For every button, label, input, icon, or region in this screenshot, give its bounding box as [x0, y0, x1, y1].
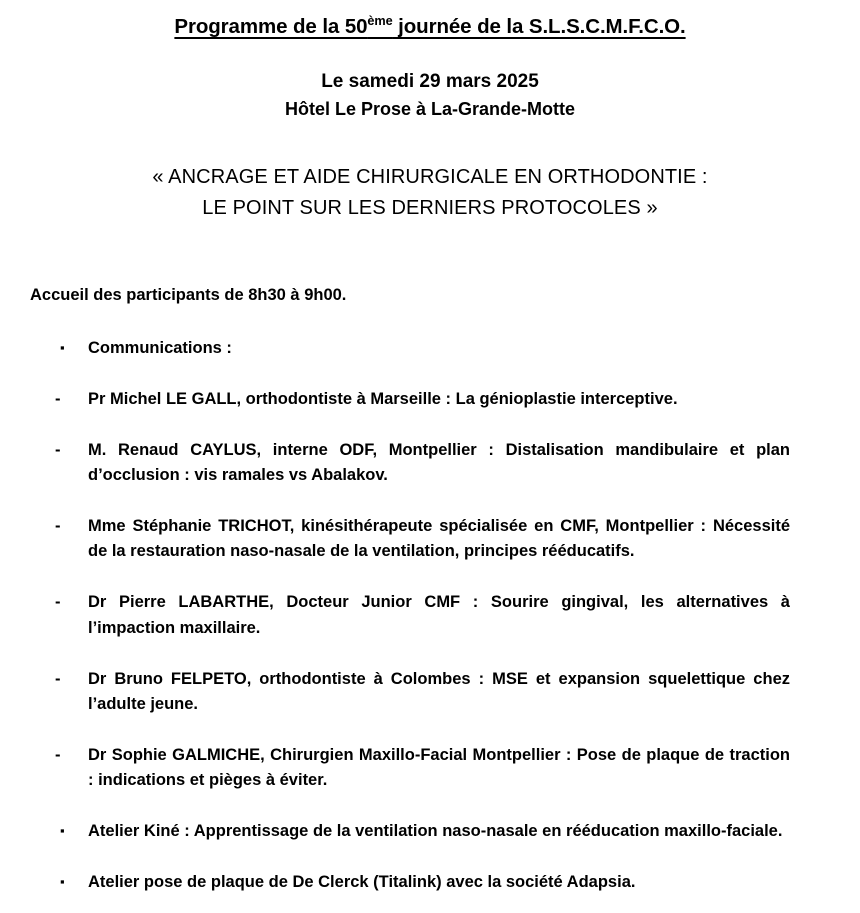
- spacer: [0, 361, 860, 387]
- document-header: [0, 0, 860, 224]
- spacer: [0, 412, 860, 438]
- program-item-text: Mme Stéphanie TRICHOT, kinésithérapeute spécialisée en CMF, Montpellier : Nécessité de la restauration naso-nasale de la ventilation, principes rééducatifs.: [88, 517, 790, 561]
- event-date: Le samedi 29 mars 2025: [321, 70, 539, 92]
- square-bullet-icon: ▪: [60, 822, 65, 838]
- program-item-list: [0, 336, 860, 895]
- spacer: [0, 488, 860, 514]
- program-item: [0, 590, 860, 640]
- dash-bullet-icon: -: [55, 441, 61, 460]
- document-body: [0, 224, 860, 895]
- event-venue: Hôtel Le Prose à La-Grande-Motte: [284, 99, 576, 120]
- square-bullet-icon: ▪: [60, 339, 65, 355]
- program-item: [0, 438, 860, 488]
- welcome-line: Accueil des participants de 8h30 à 9h00.: [30, 285, 347, 304]
- program-item-text: Atelier pose de plaque de De Clerck (Titalink) avec la société Adapsia.: [88, 872, 636, 891]
- dash-bullet-icon: -: [55, 593, 61, 612]
- spacer: [0, 844, 860, 870]
- spacer: [0, 306, 860, 336]
- dash-bullet-icon: -: [55, 517, 61, 536]
- page-title-superscript: ème: [367, 13, 393, 29]
- spacer: [0, 717, 860, 743]
- spacer: [0, 564, 860, 590]
- program-item-text: Dr Pierre LABARTHE, Docteur Junior CMF : Sourire gingival, les alternatives à l’impaction maxillaire.: [88, 593, 790, 637]
- square-bullet-icon: ▪: [60, 873, 65, 889]
- event-theme-line-2: LE POINT SUR LES DERNIERS PROTOCOLES »: [202, 196, 658, 219]
- program-item-text: Pr Michel LE GALL, orthodontiste à Marseille : La génioplastie interceptive.: [88, 390, 678, 409]
- program-item: [0, 514, 860, 564]
- program-item-text: Dr Bruno FELPETO, orthodontiste à Colombes : MSE et expansion squelettique chez l’adulte jeune.: [88, 669, 790, 713]
- spacer: [0, 793, 860, 819]
- program-item-text: Communications :: [88, 338, 232, 357]
- program-item: [0, 819, 860, 844]
- program-item: [0, 870, 860, 895]
- dash-bullet-icon: -: [55, 745, 61, 764]
- program-item: [0, 387, 860, 412]
- program-item: [0, 336, 860, 361]
- spacer: [0, 641, 860, 667]
- dash-bullet-icon: -: [55, 669, 61, 688]
- program-item-text: Atelier Kiné : Apprentissage de la ventilation naso-nasale en rééducation maxillo-faciale.: [88, 821, 783, 840]
- event-theme-line-1: « ANCRAGE ET AIDE CHIRURGICALE EN ORTHODONTIE :: [152, 165, 708, 188]
- program-item-text: Dr Sophie GALMICHE, Chirurgien Maxillo-Facial Montpellier : Pose de plaque de traction : indications et pièges à éviter.: [88, 745, 790, 789]
- page-title-suffix: journée de la S.L.S.C.M.F.C.O.: [392, 15, 686, 38]
- program-item: [0, 743, 860, 793]
- page-title: [0, 14, 860, 40]
- program-item-text: M. Renaud CAYLUS, interne ODF, Montpellier : Distalisation mandibulaire et plan d’occlusion : vis ramales vs Abalakov.: [88, 441, 790, 485]
- page-title-prefix: Programme de la 50: [174, 15, 368, 38]
- dash-bullet-icon: -: [55, 390, 61, 409]
- event-theme: [0, 122, 860, 224]
- program-item: [0, 667, 860, 717]
